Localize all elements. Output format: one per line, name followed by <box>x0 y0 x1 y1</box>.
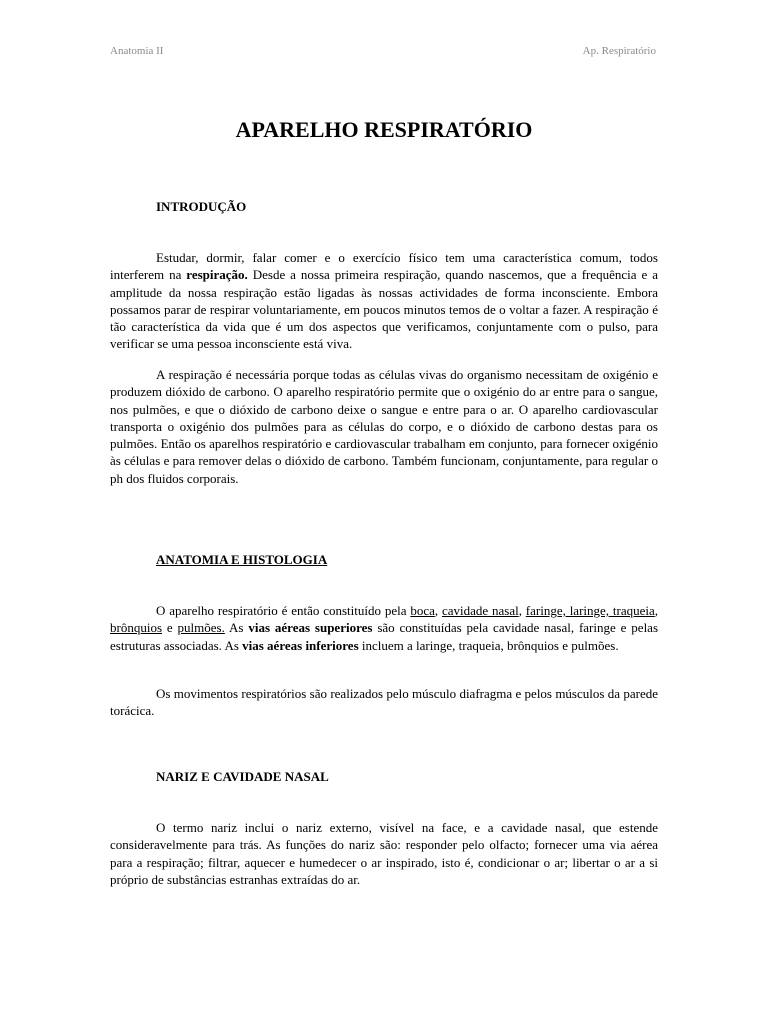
term-boca: boca <box>410 603 435 618</box>
term-pulmoes: pulmões. <box>177 620 225 636</box>
anatomia-p1-text-8: incluem a laringe, traqueia, brônquios e pulmões. <box>358 637 619 653</box>
anatomia-p1-text-1: O aparelho respiratório é então constituído pela <box>156 603 411 618</box>
running-header-left: Anatomia II <box>110 45 164 57</box>
nariz-paragraph-1: O termo nariz inclui o nariz externo, visível na face, e a cavidade nasal, que estende consideravelmente para trás. As funções do nariz são: responder pelo olfacto; fornecer uma via aérea para a respiração; filtrar, aquecer e humedecer o ar inspirado, isto é, condicionar o ar; libertar o ar a si próprio de substâncias estranhas extraídas do ar. <box>110 820 658 887</box>
term-bronquios: brônquios <box>110 620 162 636</box>
term-vias-aereas-superiores: vias aéreas superiores <box>248 620 373 636</box>
section-heading-introducao: INTRODUÇÃO <box>156 199 247 214</box>
intro-paragraph-1 <box>110 249 658 353</box>
intro-paragraph-2: A respiração é necessária porque todas as células vivas do organismo necessitam de oxigénio e produzem dióxido de carbono. O aparelho respiratório permite que o oxigénio do ar entre para o sangue, nos pulmões, e que o dióxido de carbono deixe o sangue e entre para o ar. O aparelho cardiovascular transporta o oxigénio dos pulmões para as células do corpo, e o dióxido de carbono destas para os pulmões. Então os aparelhos respiratório e cardiovascular trabalham em conjunto, para fornecer oxigénio às células e para remover delas o dióxido de carbono. Também funcionam, conjuntamente, para regular o ph dos fluidos corporais. <box>110 367 658 486</box>
anatomia-p1-text-2: , <box>434 603 442 618</box>
anatomia-paragraph-1 <box>110 602 658 654</box>
section-heading-anatomia: ANATOMIA E HISTOLOGIA <box>156 552 328 567</box>
section-heading-nariz: NARIZ E CAVIDADE NASAL <box>156 769 329 784</box>
intro-p1-text-c: Desde a nossa primeira respiração, quando nascemos, que a frequência e a amplitude da nossa respiração estão ligadas às nossas actividades de forma inconsciente. Embora possamos parar de respirar voluntariamente, em poucos minutos temos de o voltar a fazer. A respiração é tão característica da vida que é um dos aspectos que verificamos, conjuntamente com o pulso, para verificar se uma pessoa inconsciente está viva. <box>110 267 658 352</box>
running-header-right: Ap. Respiratório <box>582 45 656 57</box>
anatomia-paragraph-2: Os movimentos respiratórios são realizados pelo músculo diafragma e pelos músculos da parede torácica. <box>110 686 658 719</box>
document-title: APARELHO RESPIRATÓRIO <box>235 117 533 142</box>
term-vias-aereas-inferiores: vias aéreas inferiores <box>242 637 359 653</box>
term-cavidade-nasal: cavidade nasal <box>441 603 519 618</box>
intro-p1-bold-respiracao: respiração. <box>186 267 248 283</box>
anatomia-p1-text-3: , <box>518 603 526 618</box>
term-faringe-laringe-traqueia: faringe, laringe, traqueia <box>525 603 655 618</box>
anatomia-p1-text-4: , <box>654 603 658 618</box>
intro-p1-text-a: Estudar, dormir, falar comer e o exercício físico tem uma característica comum, todos interferem na <box>110 250 658 283</box>
anatomia-p1-text-6: As <box>224 620 249 636</box>
anatomia-p1-text-7: são constituídas pela cavidade nasal, faringe e pelas estruturas associadas. As <box>110 620 659 653</box>
anatomia-p1-text-5: e <box>162 620 178 636</box>
